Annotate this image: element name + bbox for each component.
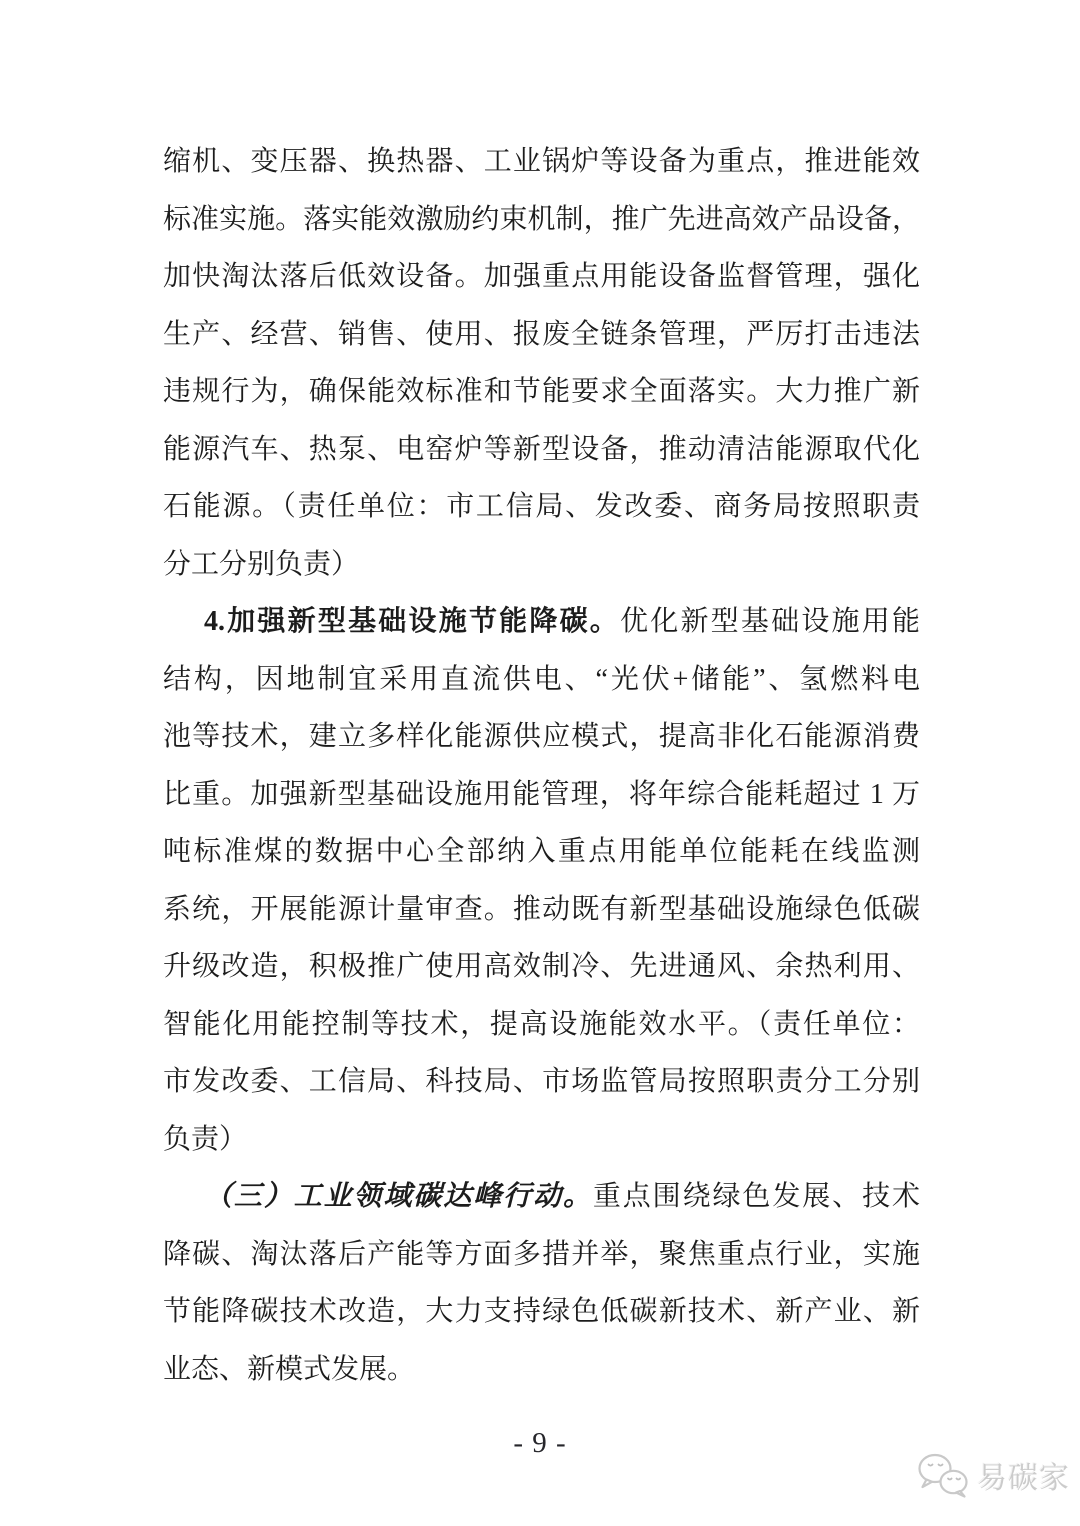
text-segment: 能源汽车、热泵、电窑炉等新型设备，推动清洁能源取代化 <box>163 433 920 465</box>
text-segment: 比重。加强新型基础设施用能管理，将年综合能耗超过 1 万 <box>163 778 920 810</box>
text-line <box>163 306 920 364</box>
text-segment: 节能降碳技术改造，大力支持绿色低碳新技术、新产业、新 <box>163 1296 920 1327</box>
text-line <box>163 823 920 881</box>
text-segment: 升级改造，积极推广使用高效制冷、先进通风、余热利用、 <box>163 951 920 982</box>
text-segment: 石能源。（责任单位：市工信局、发改委、商务局按照职责 <box>163 491 920 522</box>
text-segment: 业态、新模式发展。 <box>163 1353 416 1385</box>
text-segment: 智能化用能控制等技术，提高设施能效水平。（责任单位： <box>163 1008 920 1040</box>
text-segment: 优化新型基础设施用能 <box>620 606 920 637</box>
text-segment: 标准实施。落实能效激励约束机制，推广先进高效产品设备， <box>163 203 920 235</box>
text-line <box>163 938 920 996</box>
text-segment: 4.加强新型基础设施节能降碳。 <box>204 606 621 637</box>
text-line <box>163 248 920 306</box>
text-line <box>163 363 920 421</box>
text-line <box>163 1168 920 1226</box>
text-segment: 市发改委、工信局、科技局、市场监管局按照职责分工分别 <box>163 1066 920 1097</box>
text-line <box>163 881 920 939</box>
text-segment: 结构，因地制宜采用直流供电、“光伏+储能”、氢燃料电 <box>163 663 920 695</box>
watermark-label: 易碳家 <box>977 1462 1070 1495</box>
text-line <box>163 1283 920 1341</box>
text-line <box>163 536 920 594</box>
text-line <box>163 191 920 249</box>
text-line <box>163 996 920 1054</box>
text-line <box>163 133 920 191</box>
text-line <box>163 766 920 824</box>
wechat-icon <box>916 1452 970 1498</box>
text-segment: 缩机、变压器、换热器、工业锅炉等设备为重点，推进能效 <box>163 146 920 177</box>
text-line <box>163 1226 920 1284</box>
text-segment: 系统，开展能源计量审查。推动既有新型基础设施绿色低碳 <box>163 893 920 925</box>
text-line <box>163 421 920 479</box>
text-line <box>163 593 920 651</box>
text-segment: （三）工业领域碳达峰行动。 <box>204 1181 593 1212</box>
text-line <box>163 478 920 536</box>
text-line <box>163 708 920 766</box>
text-segment: 负责） <box>163 1123 248 1155</box>
text-segment: 违规行为，确保能效标准和节能要求全面落实。大力推广新 <box>163 376 920 407</box>
text-line <box>163 1341 920 1399</box>
text-line <box>163 1053 920 1111</box>
text-segment: 加快淘汰落后低效设备。加强重点用能设备监督管理，强化 <box>163 261 920 292</box>
text-segment: 分工分别负责） <box>163 548 360 580</box>
watermark <box>916 1452 1070 1498</box>
text-segment: 降碳、淘汰落后产能等方面多措并举，聚焦重点行业，实施 <box>163 1238 920 1270</box>
text-segment: 重点围绕绿色发展、技术 <box>592 1181 920 1212</box>
document-body <box>163 133 920 1398</box>
text-segment: 生产、经营、销售、使用、报废全链条管理，严厉打击违法 <box>163 318 920 350</box>
page-number: - 9 - <box>513 1427 567 1459</box>
text-segment: 吨标准煤的数据中心全部纳入重点用能单位能耗在线监测 <box>163 836 920 867</box>
text-line <box>163 1111 920 1169</box>
text-line <box>163 651 920 709</box>
text-segment: 池等技术，建立多样化能源供应模式，提高非化石能源消费 <box>163 721 920 752</box>
